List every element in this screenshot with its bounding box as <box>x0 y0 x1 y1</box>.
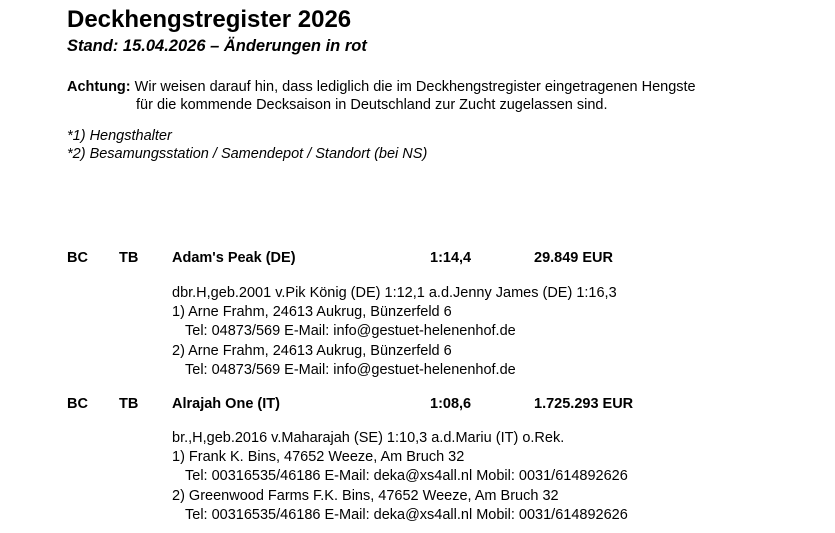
stallion-station-contact: Tel: 00316535/46186 E-Mail: deka@xs4all.nl Mobil: 0031/614892626 <box>185 507 628 523</box>
stallion-station: 2) Greenwood Farms F.K. Bins, 47652 Weeze, Am Bruch 32 <box>172 488 559 504</box>
stallion-col1: BC <box>67 396 88 412</box>
notice-line-2: für die kommende Decksaison in Deutschland zur Zucht zugelassen sind. <box>136 97 608 113</box>
stallion-time: 1:14,4 <box>430 250 472 266</box>
stallion-col2: TB <box>119 396 139 412</box>
stallion-owner: 1) Frank K. Bins, 47652 Weeze, Am Bruch 32 <box>172 449 465 465</box>
stallion-pedigree: br.,H,geb.2016 v.Maharajah (SE) 1:10,3 a.d.Mariu (IT) o.Rek. <box>172 430 565 446</box>
stallion-owner-contact: Tel: 00316535/46186 E-Mail: deka@xs4all.nl Mobil: 0031/614892626 <box>185 468 628 484</box>
stallion-station-contact: Tel: 04873/569 E-Mail: info@gestuet-helenenhof.de <box>185 362 516 378</box>
stallion-col1: BC <box>67 250 88 266</box>
stallion-name: Adam's Peak (DE) <box>172 250 296 266</box>
stallion-name: Alrajah One (IT) <box>172 396 280 412</box>
stallion-station: 2) Arne Frahm, 24613 Aukrug, Bünzerfeld 6 <box>172 343 452 359</box>
notice <box>67 78 696 114</box>
stallion-time: 1:08,6 <box>430 396 472 412</box>
stallion-owner: 1) Arne Frahm, 24613 Aukrug, Bünzerfeld 6 <box>172 304 452 320</box>
page-title: Deckhengstregister 2026 <box>67 6 352 33</box>
page-subtitle: Stand: 15.04.2026 – Änderungen in rot <box>67 37 367 55</box>
footnote-station: *2) Besamungsstation / Samendepot / Standort (bei NS) <box>67 146 428 162</box>
stallion-earnings: 1.725.293 EUR <box>534 396 634 412</box>
footnote-owner: *1) Hengsthalter <box>67 128 172 144</box>
stallion-owner-contact: Tel: 04873/569 E-Mail: info@gestuet-helenenhof.de <box>185 323 516 339</box>
stallion-earnings: 29.849 EUR <box>534 250 613 266</box>
notice-line-1: Wir weisen darauf hin, dass lediglich die im Deckhengstregister eingetragenen Hengste <box>134 79 696 95</box>
stallion-pedigree: dbr.H,geb.2001 v.Pik König (DE) 1:12,1 a.d.Jenny James (DE) 1:16,3 <box>172 285 617 301</box>
notice-label: Achtung: <box>67 79 131 95</box>
stallion-col2: TB <box>119 250 139 266</box>
